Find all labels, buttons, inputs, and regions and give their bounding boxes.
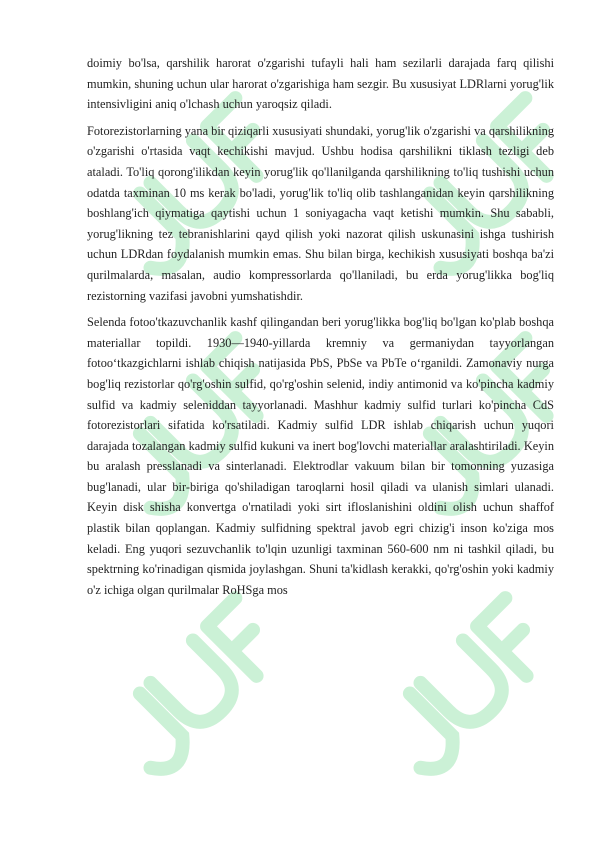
document-body bbox=[87, 53, 554, 606]
paragraph: doimiy bo'lsa, qarshilik harorat o'zgarishi tufayli hali ham sezilarli darajada farq qilishi mumkin, shuning uchun ular harorat o'zgarishiga ham sezgir. Bu xususiyat LDRlarni yorug'lik intensivligini aniq o'lchash uchun yaroqsiz qiladi. bbox=[87, 56, 554, 112]
paragraph: Fotorezistorlarning yana bir qiziqarli xususiyati shundaki, yorug'lik o'zgarishi va qarshilikning o'zgarishi o'rtasida vaqt kechikishi mavjud. Ushbu hodisa qarshilikni tiklash tezligi deb ataladi. To'liq qorong'ilikdan keyin yorug'lik qo'llanilganda qarshilikning to'liq tushishi uchun odatda taxminan 10 ms kerak bo'ladi, yorug'lik to'liq olib tashlanganidan keyin qarshilikning boshlang'ich qiymatiga qaytishi uchun 1 soniyagacha vaqt ketishi mumkin. Shu sababli, yorug'likning tez tebranishlarini qayd qilish yoki nazorat qilish uskunasini ishga tushirish uchun LDRdan foydalanish mumkin emas. Shu bilan birga, kechikish xususiyati boshqa ba'zi qurilmalarda, masalan, audio kompressorlarda qo'llaniladi, bu erda yorug'likka bog'liq rezistorning vazifasi javobni yumshatishdir. bbox=[87, 123, 554, 303]
paragraph: Selenda fotoo'tkazuvchanlik kashf qilingandan beri yorug'likka bog'liq bo'lgan ko'plab boshqa materiallar topildi. 1930—1940-yillarda kremniy va germaniydan tayyorlangan fotoo‘tkazgichlarni ishlab chiqish natijasida PbS, PbSe va PbTe o‘rganildi. Zamonaviy nurga bog'liq rezistorlar qo'rg'oshin sulfid, qo'rg'oshin selenid, indiy antimonid va ko'pincha kadmiy sulfid va kadmiy seleniddan tayyorlanadi. Mashhur kadmiy sulfid turlari ko'pincha CdS fotorezistorlari sifatida ko'rsatiladi. Kadmiy sulfid LDR ishlab chiqarish uchun yuqori darajada tozalangan kadmiy sulfid kukuni va inert bog'lovchi materiallar aralashtiriladi. Keyin bu aralash presslanadi va sinterlanadi. Elektrodlar vakuum bilan bir tomonning yuzasiga bug'lanadi, ular bir-biriga qo'shiladigan taroqlarni hosil qiladi va ulanish simlari ulanadi. Keyin disk shisha konvertga o'rnatiladi yoki sirt ifloslanishini oldini olish uchun shaffof plastik bilan qoplangan. Kadmiy sulfidning spektral javob egri chizig'i inson ko'ziga mos keladi. Eng yuqori sezuvchanlik to'lqin uzunligi taxminan 560-600 nm ni tashkil qiladi, bu spektrning ko'rinadigan qismida joylashgan. Shuni ta'kidlash kerakki, qo'rg'oshin yoki kadmiy o'z ichiga olgan qurilmalar RoHSga mos bbox=[87, 315, 554, 597]
